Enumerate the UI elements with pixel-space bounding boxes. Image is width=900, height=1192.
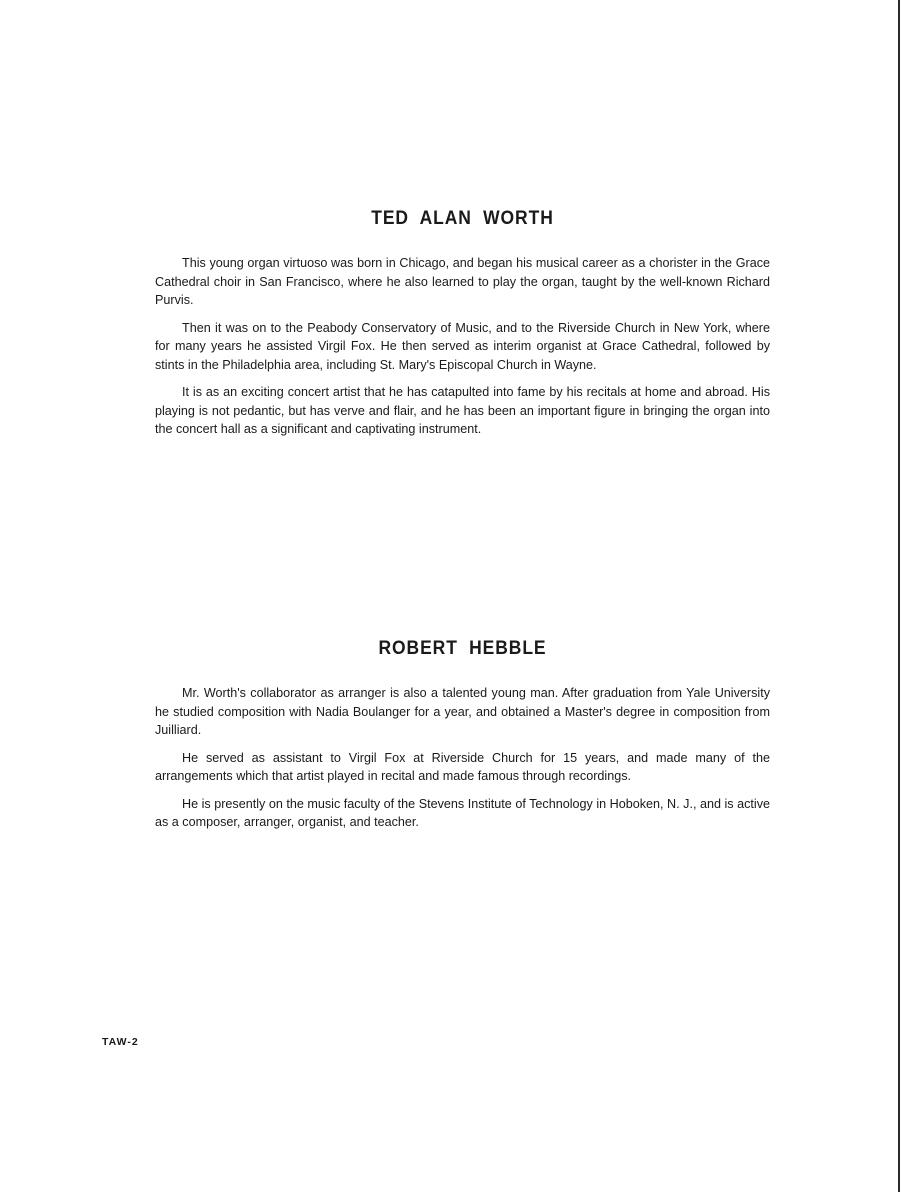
section-heading: TED ALAN WORTH (371, 208, 554, 229)
page-code: TAW-2 (102, 1036, 139, 1048)
bio-paragraph: It is as an exciting concert artist that he has catapulted into fame by his recitals at home and abroad. His playing is not pedantic, but has verve and flair, and he has been an important figure in bringing the organ into the concert hall as a significant and captivating instrument. (155, 385, 770, 436)
section-heading: ROBERT HEBBLE (378, 638, 547, 659)
bio-section-robert-hebble (155, 638, 770, 841)
bio-paragraph: Then it was on to the Peabody Conservatory of Music, and to the Riverside Church in New York, where for many years he assisted Virgil Fox. He then served as interim organist at Grace Cathedral, followed by stints in the Philadelphia area, including St. Mary's Episcopal Church in Wayne. (155, 320, 770, 372)
bio-paragraph: He served as assistant to Virgil Fox at Riverside Church for 15 years, and made many of the arrangements which that artist played in recital and made famous through recordings. (155, 750, 770, 783)
bio-paragraph: Mr. Worth's collaborator as arranger is also a talented young man. After graduation from Yale University he studied composition with Nadia Boulanger for a year, and obtained a Master's degree in composition from Juilliard. (155, 686, 770, 737)
bio-paragraph: This young organ virtuoso was born in Chicago, and began his musical career as a chorister in the Grace Cathedral choir in San Francisco, where he also learned to play the organ, taught by the well-known Richard Purvis. (155, 256, 770, 307)
bio-paragraph: He is presently on the music faculty of the Stevens Institute of Technology in Hoboken, N. J., and is active as a composer, arranger, organist, and teacher. (155, 796, 770, 829)
bio-section-ted-alan-worth (155, 208, 770, 448)
